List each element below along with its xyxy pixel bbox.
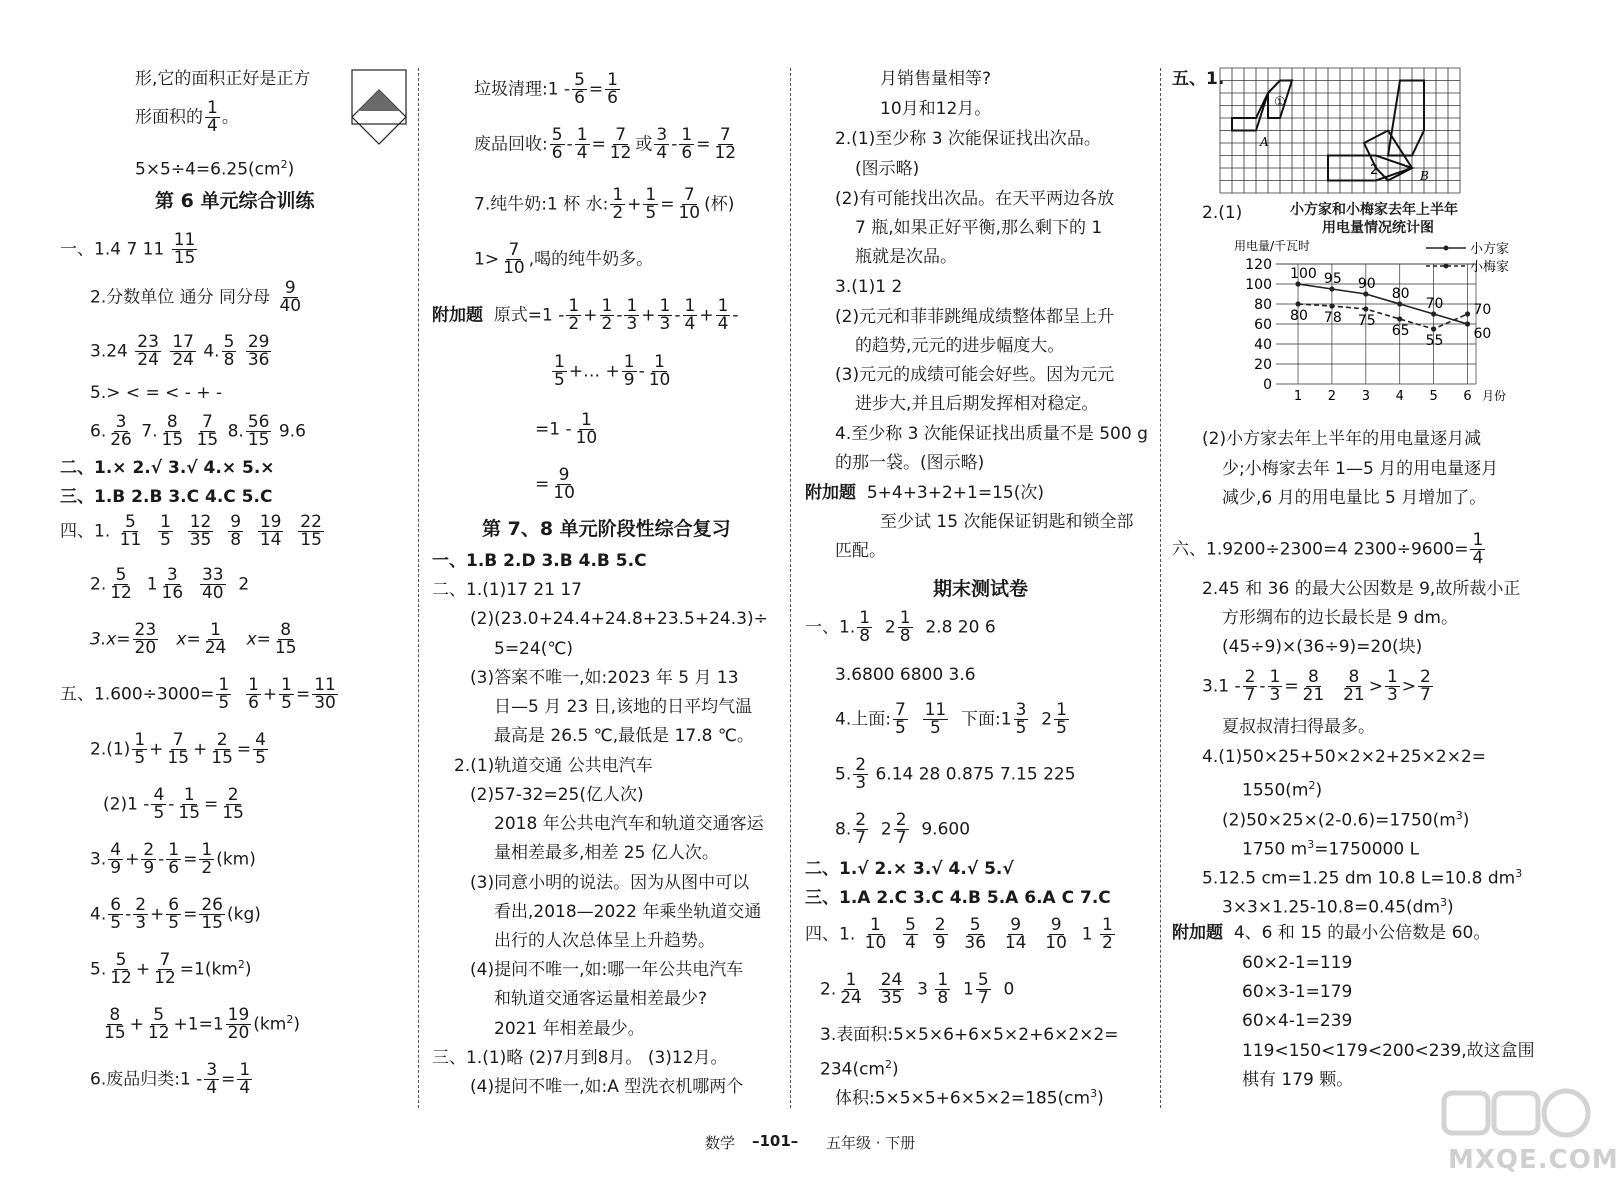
grid-figure	[1220, 68, 1460, 193]
answer-line: 少;小梅家去年 1—5 月的用电量逐月	[1222, 459, 1499, 479]
data-label: 100	[1290, 266, 1317, 282]
answer-line: 2.(1) $\frac{1}{5}$ + $\frac{7}{15}$ + $\frac{2}{15}$ = $\frac{4}{5}$	[90, 730, 266, 768]
y-tick-label: 80	[1254, 297, 1272, 313]
legend-label: 小梅家	[1470, 260, 1510, 275]
answer-line: 2.(1)	[1202, 203, 1243, 223]
data-label: 60	[1473, 326, 1492, 342]
data-label: 95	[1323, 271, 1342, 287]
answer-line: 至少试 15 次能保证钥匙和锁全部	[880, 512, 1134, 532]
y-tick-label: 40	[1254, 337, 1272, 353]
answer-line: 5.> < = < - + -	[90, 383, 223, 403]
answer-line: 7.纯牛奶:1 杯 水: $\frac{1}{2}$ + $\frac{1}{5}$ = $\frac{7}{10}$ (杯)	[474, 185, 735, 223]
answer-line: 出行的人次总体呈上升趋势。	[494, 931, 715, 951]
answer-line: 匹配。	[835, 541, 886, 561]
answer-line: 方形绸布的边长最长是 9 dm。	[1222, 608, 1458, 628]
column-divider	[418, 68, 419, 1108]
answer-line: 减少,6 月的用电量比 5 月增加了。	[1222, 488, 1487, 508]
data-point	[1431, 311, 1436, 316]
answer-line: 三、1.A 2.C 3.C 4.B 5.A 6.A C 7.C	[805, 888, 1111, 908]
answer-line: 119<150<179<200<239,故这盒围	[1242, 1041, 1535, 1061]
answer-line: 10月和12月。	[880, 99, 992, 119]
answer-line: 2.分数单位 通分 同分母 $\frac{9}{40}$	[90, 278, 302, 316]
text-line: $5\times 5\div 4=6.25(cm^2)$	[135, 158, 295, 180]
answer-line: 2. $\frac{1}{24}$ $\frac{24}{35}$ 3 $\frac{1}{8}$ 1 $\frac{5}{7}$ 0	[820, 970, 1015, 1008]
answer-line: (2)小方家去年上半年的用电量逐月减	[1202, 429, 1482, 449]
answer-line: $234(cm^2)$	[820, 1058, 899, 1080]
y-tick-label: 0	[1263, 377, 1272, 393]
data-point	[1363, 291, 1368, 296]
answer-line: 棋有 179 颗。	[1242, 1070, 1354, 1090]
svg-text:B: B	[1420, 169, 1429, 183]
data-point	[1397, 301, 1402, 306]
data-point	[1329, 303, 1334, 308]
answer-line: 附加题 原式=1 - $\frac{1}{2}$ + $\frac{1}{2}$ - $\frac{1}{3}$ + $\frac{1}{3}$ - $\frac{1}{4}$ + $\frac{1}{4}$ -	[432, 296, 739, 334]
answer-line: 3.1 - $\frac{2}{7}$ - $\frac{1}{3}$ = $\frac{8}{21}$ $\frac{8}{21}$ > $\frac{1}{3}$ > $\frac{2}{7}$	[1202, 667, 1431, 705]
answer-line: 2. $\frac{5}{12}$ 1 $\frac{3}{16}$ $\frac{33}{40}$ 2	[90, 565, 250, 603]
chart-title: 用电量情况统计图	[1322, 220, 1434, 236]
answer-line: 3.表面积:5×5×6+6×5×2+6×2×2=	[820, 1025, 1119, 1045]
answer-line: (3)答案不唯一,如:2023 年 5 月 13	[470, 668, 739, 688]
answer-line: 月销售量相等?	[880, 69, 992, 89]
y-tick-label: 60	[1254, 317, 1272, 333]
answer-line: $\frac{8}{15}$ + $\frac{5}{12}$ +1=1 $\frac{19}{20}$ $(km^2)$	[104, 1005, 300, 1043]
answer-line: 的那一袋。(图示略)	[835, 453, 985, 473]
answer-line: 3.(1)1 2	[835, 277, 903, 297]
answer-line: 最高是 26.5 ℃,最低是 17.8 ℃。	[494, 726, 754, 746]
answer-line: 日—5 月 23 日,该地的日平均气温	[494, 697, 753, 717]
answer-line: 1> $\frac{7}{10}$ ,喝的纯牛奶多。	[474, 240, 654, 278]
x-tick-label: 4	[1395, 389, 1404, 404]
svg-text:2: 2	[1370, 163, 1379, 178]
answer-line: 废品回收: $\frac{5}{6}$ - $\frac{1}{4}$ = $\frac{7}{12}$ 或 $\frac{3}{4}$ - $\frac{1}{6}$ = $\frac{7}{12}$	[474, 125, 737, 163]
x-tick-label: 6	[1463, 389, 1472, 404]
answer-line: 四、1. $\frac{5}{11}$ $\frac{1}{5}$ $\frac{12}{35}$ $\frac{9}{8}$ $\frac{19}{14}$ $\frac{22}{15}$	[60, 512, 322, 550]
answer-line: 1750 $m^3=1750000$ L	[1242, 838, 1420, 860]
answer-line: (3)元元的成绩可能会好些。因为元元	[835, 365, 1115, 385]
answer-line: 六、1.9200÷2300=4 2300÷9600= $\frac{1}{4}$	[1172, 530, 1484, 568]
answer-line: 和轨道交通客运量相差最少?	[494, 989, 708, 1009]
data-label: 65	[1391, 323, 1410, 339]
answer-line: 3.24 $\frac{23}{24}$ $\frac{17}{24}$ 4. $\frac{5}{8}$ $\frac{29}{36}$	[90, 332, 270, 370]
answer-line: (4)提问不唯一,如:A 型洗衣机哪两个	[470, 1077, 744, 1097]
x-tick-label: 2	[1327, 389, 1337, 404]
footer-grade: 五年级 · 下册	[826, 1134, 916, 1152]
data-label: 78	[1323, 310, 1342, 326]
column-divider	[1160, 68, 1161, 1108]
answer-line: 四、1. $\frac{1}{10}$ $\frac{5}{4}$ $\frac{2}{9}$ $\frac{5}{36}$ $\frac{9}{14}$ $\frac{9}{10}$ 1 $\frac{1}{2}$	[805, 915, 1113, 953]
answer-line: 3.x= $\frac{23}{20}$ x= $\frac{1}{24}$ x= $\frac{8}{15}$	[90, 620, 297, 658]
data-label: 55	[1425, 333, 1444, 349]
answer-line: 4.上面: $\frac{7}{5}$ $\frac{11}{5}$ 下面:1 $\frac{3}{5}$ 2 $\frac{1}{5}$	[835, 700, 1067, 738]
text-line: 形,它的面积正好是正方	[135, 69, 311, 89]
answer-line: 2.(1)至少称 3 次能保证找出次品。	[835, 129, 1101, 149]
section-heading: 第 6 单元综合训练	[155, 190, 315, 212]
footer-subject: 数学	[705, 1134, 736, 1152]
answer-line: 5. $\frac{5}{12}$ + $\frac{7}{12}$ $=1(km^2)$	[90, 950, 252, 988]
answer-line: (2)1 - $\frac{4}{5}$ - $\frac{1}{15}$ = $\frac{2}{15}$	[103, 785, 244, 823]
answer-line: $3\times 3\times 1.25-10.8=0.45(dm^3)$	[1222, 896, 1454, 918]
answer-line: 附加题 4、6 和 15 的最小公倍数是 60。	[1172, 923, 1491, 943]
answer-line: 2.45 和 36 的最大公因数是 9,故所裁小正	[1202, 579, 1521, 599]
answer-line: 60×2-1=119	[1242, 953, 1353, 973]
answer-line: 附加题 5+4+3+2+1=15(次)	[805, 483, 1045, 503]
answer-line: 2021 年相差最少。	[494, 1019, 645, 1039]
data-point	[1465, 321, 1470, 326]
x-tick-label: 5	[1429, 389, 1438, 404]
answer-line: 一、1. $\frac{1}{8}$ 2 $\frac{1}{8}$ 2.8 20 6	[805, 608, 996, 646]
data-label: 75	[1357, 313, 1376, 329]
answer-line: 三、1.B 2.B 3.C 4.C 5.C	[60, 487, 273, 507]
y-axis-label: 用电量/千瓦时	[1234, 239, 1311, 253]
y-tick-label: 120	[1245, 257, 1272, 273]
answer-line: 瓶就是次品。	[855, 247, 957, 267]
answer-line: 7 瓶,如果正好平衡,那么剩下的 1	[855, 218, 1103, 238]
line-chart	[1230, 238, 1550, 418]
answer-line: 二、1.× 2.√ 3.√ 4.× 5.×	[60, 458, 275, 478]
answer-line: 60×3-1=179	[1242, 982, 1353, 1002]
answer-line: (45÷9)×(36÷9)=20(块)	[1222, 637, 1423, 657]
data-point	[1397, 316, 1402, 321]
answer-line: (2)(23.0+24.4+24.8+23.5+24.3)÷	[470, 609, 768, 629]
answer-line: (2)元元和菲菲跳绳成绩整体都呈上升	[835, 307, 1115, 327]
answer-line: 三、1.(1)略 (2)7月到8月。 (3)12月。	[432, 1048, 728, 1068]
chart-title: 小方家和小梅家去年上半年	[1290, 202, 1458, 218]
data-label: 80	[1391, 286, 1410, 302]
answer-line: 4. $\frac{6}{5}$ - $\frac{2}{3}$ + $\frac{6}{5}$ = $\frac{26}{15}$ (kg)	[90, 895, 261, 933]
answer-line: 夏叔叔清扫得最多。	[1222, 717, 1375, 737]
answer-line: 4.至少称 3 次能保证找出质量不是 500 g	[835, 424, 1148, 444]
data-point	[1465, 311, 1470, 316]
section-heading: 第 7、8 单元阶段性综合复习	[482, 518, 731, 540]
x-tick-label: 3	[1361, 389, 1370, 404]
answer-line: 60×4-1=239	[1242, 1011, 1353, 1031]
data-point	[1431, 326, 1436, 331]
answer-line: 6. $\frac{3}{26}$ 7. $\frac{8}{15}$ $\frac{7}{15}$ 8. $\frac{56}{15}$ 9.6	[90, 412, 306, 450]
answer-line: 二、1.√ 2.× 3.√ 4.√ 5.√	[805, 859, 1014, 879]
section-heading: 期末测试卷	[933, 578, 1029, 600]
answer-line: 一、1.B 2.D 3.B 4.B 5.C	[432, 551, 647, 571]
answer-line: 6.废品归类:1 - $\frac{3}{4}$ = $\frac{1}{4}$	[90, 1060, 251, 1098]
text-line: 形面积的 $\frac{1}{4}$ 。	[135, 98, 239, 136]
answer-line: 3. $\frac{4}{9}$ + $\frac{2}{9}$ - $\frac{1}{6}$ = $\frac{1}{2}$ (km)	[90, 840, 256, 878]
answer-line: 体积$:5\times 5\times 5+6\times 5\times 2=185(cm^3)$	[835, 1087, 1104, 1109]
answer-line: =1 - $\frac{1}{10}$	[535, 410, 598, 448]
x-tick-label: 1	[1293, 389, 1303, 404]
answer-line: 2.(1)轨道交通 公共电汽车	[454, 756, 653, 776]
geometry-figure	[342, 68, 410, 154]
answer-line: 看出,2018—2022 年乘坐轨道交通	[494, 902, 762, 922]
svg-text:①: ①	[1274, 95, 1286, 110]
data-point	[1295, 281, 1300, 286]
answer-line: 五、1.	[1172, 69, 1225, 89]
page-number: –101–	[752, 1132, 799, 1150]
answer-line: 一、1.4 7 11 $\frac{11}{15}$	[60, 230, 196, 268]
answer-line: 量相差最多,相差 25 亿人次。	[494, 843, 719, 863]
answer-line: 五、1.600÷3000= $\frac{1}{5}$ $\frac{1}{6}$ + $\frac{1}{5}$ = $\frac{11}{30}$	[60, 675, 336, 713]
answer-line: (图示略)	[855, 159, 920, 179]
answer-line: 5=24(℃)	[494, 639, 574, 659]
legend-label: 小方家	[1470, 242, 1510, 257]
answer-line: 4.(1)50×25+50×2×2+25×2×2=	[1202, 747, 1487, 767]
answer-line: (2)有可能找出次品。在天平两边各放	[835, 189, 1115, 209]
answer-line: 8. $\frac{2}{7}$ 2 $\frac{2}{7}$ 9.600	[835, 810, 971, 848]
answer-line: (2)57-32=25(亿人次)	[470, 785, 644, 805]
answer-line: 2018 年公共电汽车和轨道交通客运	[494, 814, 764, 834]
svg-text:A: A	[1260, 135, 1269, 149]
data-point	[1329, 286, 1334, 291]
data-label: 90	[1357, 276, 1376, 292]
answer-line: $(2)50\times 25\times(2-0.6)=1750(m^3)$	[1222, 809, 1470, 831]
answer-line: = $\frac{9}{10}$	[535, 465, 575, 503]
x-axis-label: 月份	[1482, 389, 1507, 403]
answer-line: (4)提问不唯一,如:哪一年公共电汽车	[470, 960, 744, 980]
answer-line: 5.12.5 cm=1.25 dm 10.8 L=10.8 $dm^3$	[1202, 867, 1523, 889]
answer-line: (3)同意小明的说法。因为从图中可以	[470, 873, 750, 893]
answer-line: 5. $\frac{2}{3}$ 6.14 28 0.875 7.15 225	[835, 755, 1076, 793]
data-point	[1295, 301, 1300, 306]
y-tick-label: 20	[1254, 357, 1272, 373]
watermark-text: MXQE.COM	[1448, 1145, 1619, 1175]
answer-line: 垃圾清理:1 - $\frac{5}{6}$ = $\frac{1}{6}$	[474, 70, 618, 108]
answer-line: 3.6800 6800 3.6	[835, 665, 976, 685]
data-label: 70	[1425, 296, 1444, 312]
answer-line: $1550(m^2)$	[1242, 779, 1323, 801]
column-divider	[790, 68, 791, 1108]
answer-line: $\frac{1}{5}$ +… + $\frac{1}{9}$ - $\frac{1}{10}$	[554, 352, 671, 390]
legend-marker	[1444, 246, 1449, 251]
data-label: 70	[1473, 302, 1492, 318]
data-label: 80	[1290, 308, 1308, 324]
legend-marker	[1444, 264, 1449, 269]
answer-line: 进步大,并且后期发挥相对稳定。	[855, 394, 1099, 414]
data-point	[1363, 306, 1368, 311]
y-tick-label: 100	[1245, 277, 1272, 293]
answer-line: 的趋势,元元的进步幅度大。	[855, 336, 1065, 356]
answer-line: 二、1.(1)17 21 17	[432, 580, 583, 600]
